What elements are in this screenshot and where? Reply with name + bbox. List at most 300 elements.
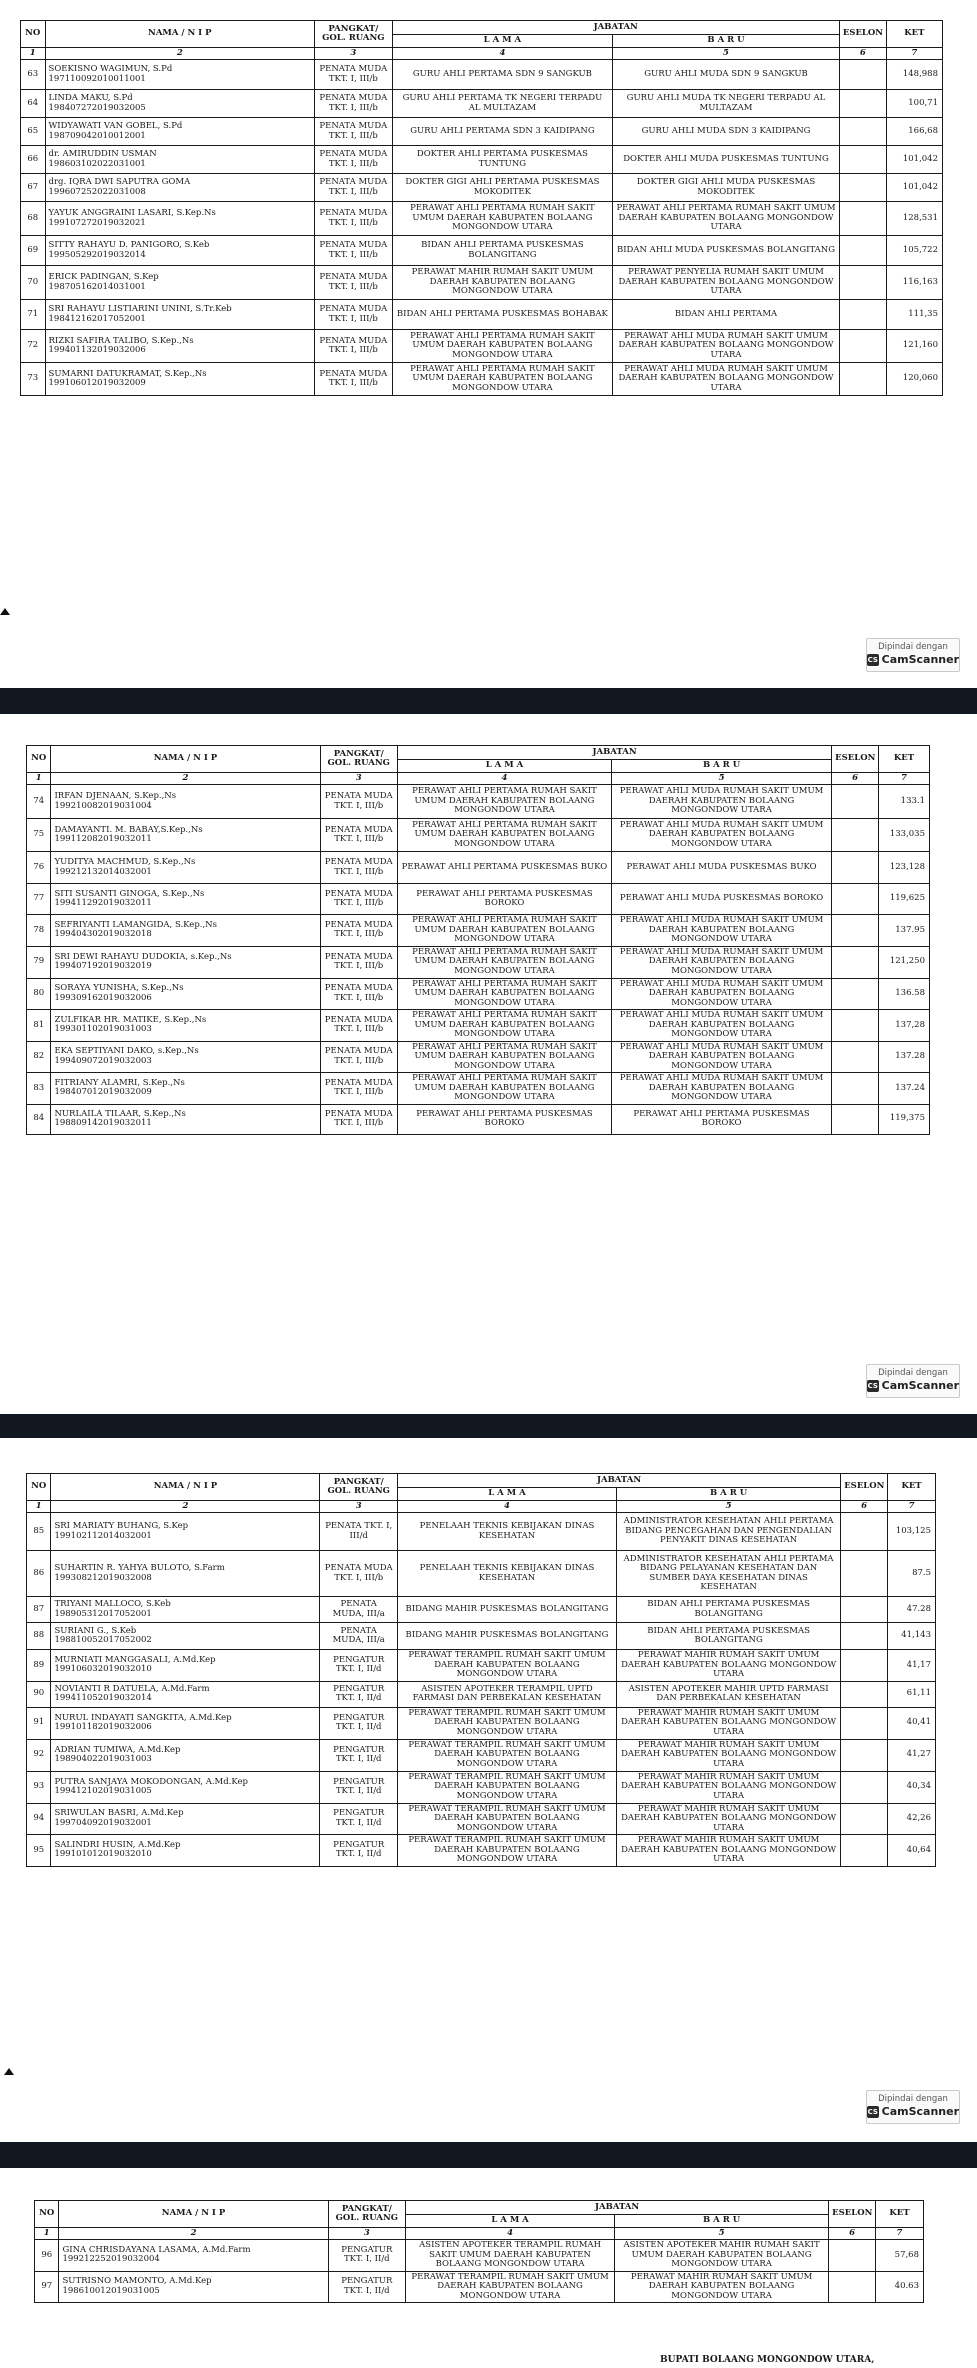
rank-cell: PENATA MUDA TKT. I, III/b	[320, 978, 397, 1010]
row-number: 85	[27, 1513, 51, 1551]
new-position-cell: PERAWAT MAHIR RUMAH SAKIT UMUM DAERAH KABUPATEN BOLAANG MONGONDOW UTARA	[617, 1707, 841, 1739]
ket-cell: 137.95	[879, 915, 930, 947]
employee-nip: 199106032019032010	[54, 1664, 152, 1675]
rank-cell: PENATA MUDA TKT. I, III/b	[315, 174, 393, 202]
table-row	[27, 884, 930, 915]
column-number: 5	[617, 1501, 841, 1513]
ket-cell: 42,26	[888, 1803, 936, 1835]
old-position-cell: PENELAAH TEKNIS KEBIJAKAN DINAS KESEHATAN	[397, 1513, 616, 1551]
column-number: 3	[320, 773, 397, 785]
employee-name: NURLAILA TILAAR, S.Kep.,Ns	[54, 1108, 186, 1119]
new-position-cell: PERAWAT AHLI MUDA RUMAH SAKIT UMUM DAERAH KABUPATEN BOLAANG MONGONDOW UTARA	[613, 330, 840, 363]
rank-cell: PENATA TKT. I, III/d	[320, 1513, 397, 1551]
camscanner-logo-icon: CS	[867, 1381, 878, 1390]
new-position-cell: ADMINISTRATOR KESEHATAN AHLI PERTAMA BIDANG PELAYANAN KESEHATAN DAN SUMBER DAYA KESEHATAN DINAS KESEHATAN	[617, 1551, 841, 1597]
column-number: 7	[888, 1501, 936, 1513]
page-separator	[0, 2142, 977, 2168]
eselon-cell	[829, 2240, 876, 2272]
eselon-cell	[841, 1803, 888, 1835]
staff-table-page-1	[20, 20, 943, 396]
rank-cell: PENATA MUDA TKT. I, III/b	[320, 852, 397, 884]
scan-mark	[0, 608, 10, 615]
eselon-cell	[832, 852, 879, 884]
employee-name: NURUL INDAYATI SANGKITA, A.Md.Kep	[54, 1712, 232, 1723]
row-number: 81	[27, 1010, 51, 1042]
ket-cell: 119,625	[879, 884, 930, 915]
employee-name: WIDYAWATI VAN GOBEL, S.Pd	[48, 121, 183, 131]
old-position-cell: PERAWAT TERAMPIL RUMAH SAKIT UMUM DAERAH KABUPATEN BOLAANG MONGONDOW UTARA	[397, 1707, 616, 1739]
header-pangkat: PANGKAT/ GOL. RUANG	[315, 21, 393, 48]
employee-name: SRI DEWI RAHAYU DUDOKIA, s.Kep.,Ns	[54, 951, 232, 962]
employee-name-cell	[51, 1073, 320, 1105]
employee-name-cell	[51, 1707, 320, 1739]
header-jabatan: JABATAN	[397, 1474, 840, 1488]
rank-cell: PENATA MUDA TKT. I, III/b	[320, 1041, 397, 1073]
employee-name: SURIANI G., S.Keb	[54, 1625, 137, 1636]
staff-table-page-4	[34, 2200, 924, 2303]
rank-cell: PENATA MUDA, III/a	[320, 1597, 397, 1623]
ket-cell: 133.1	[879, 785, 930, 819]
column-number: 7	[879, 773, 930, 785]
table-row	[27, 978, 930, 1010]
employee-name: SITTY RAHAYU D. PANIGORO, S.Keb	[48, 240, 210, 250]
table-row	[27, 946, 930, 978]
employee-name-cell	[45, 90, 315, 118]
employee-name-cell	[45, 60, 315, 90]
new-position-cell: PERAWAT MAHIR RUMAH SAKIT UMUM DAERAH KABUPATEN BOLAANG MONGONDOW UTARA	[617, 1739, 841, 1771]
row-number: 86	[27, 1551, 51, 1597]
column-number: 4	[397, 773, 611, 785]
row-number: 65	[21, 118, 46, 146]
old-position-cell: PERAWAT TERAMPIL RUMAH SAKIT UMUM DAERAH KABUPATEN BOLAANG MONGONDOW UTARA	[397, 1739, 616, 1771]
employee-nip: 199704092019032001	[54, 1817, 152, 1828]
old-position-cell: PERAWAT TERAMPIL RUMAH SAKIT UMUM DAERAH KABUPATEN BOLAANG MONGONDOW UTARA	[406, 2271, 615, 2303]
employee-name: SUTRISNO MAMONTO, A.Md.Kep	[62, 2276, 212, 2287]
employee-nip: 199212132014032001	[54, 866, 152, 877]
employee-name: ZULFIKAR HR. MATIKE, S.Kep.,Ns	[54, 1014, 207, 1025]
header-ket: KET	[876, 2201, 924, 2228]
camscanner-logo-icon: CS	[867, 2107, 878, 2116]
rank-cell: PENATA MUDA TKT. I, III/b	[320, 819, 397, 852]
new-position-cell: GURU AHLI MUDA SDN 3 KAIDIPANG	[613, 118, 840, 146]
employee-nip: 199407192019032019	[54, 961, 152, 971]
ket-cell: 111,35	[886, 300, 942, 330]
new-position-cell: ASISTEN APOTEKER MAHIR UPTD FARMASI DAN PERBEKALAN KESEHATAN	[617, 1681, 841, 1707]
row-number: 87	[27, 1597, 51, 1623]
employee-nip: 199106012019032009	[48, 378, 146, 388]
new-position-cell: PERAWAT AHLI MUDA RUMAH SAKIT UMUM DAERAH KABUPATEN BOLAANG MONGONDOW UTARA	[611, 785, 831, 819]
old-position-cell: PERAWAT AHLI PERTAMA RUMAH SAKIT UMUM DAERAH KABUPATEN BOLAANG MONGONDOW UTARA	[397, 915, 611, 947]
table-row	[21, 266, 943, 300]
header-baru: B A R U	[615, 2215, 829, 2228]
staff-table-page-2	[26, 745, 930, 1135]
ket-cell: 137,28	[879, 1010, 930, 1042]
ket-cell: 40,41	[888, 1707, 936, 1739]
employee-nip: 198705162014031001	[48, 281, 146, 292]
header-jabatan: JABATAN	[397, 746, 831, 760]
ket-cell: 41,143	[888, 1623, 936, 1650]
table-row	[27, 1771, 936, 1803]
ket-cell: 166,68	[886, 118, 942, 146]
employee-name: ERICK PADINGAN, S.Kep	[48, 272, 159, 282]
eselon-cell	[839, 363, 886, 396]
table-row	[27, 1835, 936, 1867]
new-position-cell: ADMINISTRATOR KESEHATAN AHLI PERTAMA BIDANG PENCEGAHAN DAN PENGENDALIAN PENYAKIT DINAS KESEHATAN	[617, 1513, 841, 1551]
table-row	[21, 363, 943, 396]
ket-cell: 137.28	[879, 1041, 930, 1073]
header-lama: L A M A	[397, 1488, 616, 1501]
row-number: 82	[27, 1041, 51, 1073]
ket-cell: 57,68	[876, 2240, 924, 2272]
employee-name: YUDITYA MACHMUD, S.Kep.,Ns	[54, 857, 196, 867]
new-position-cell: PERAWAT AHLI MUDA PUSKESMAS BUKO	[611, 852, 831, 884]
table-row	[21, 174, 943, 202]
header-pangkat: PANGKAT/ GOL. RUANG	[320, 746, 397, 773]
employee-name: drg. IQRA DWI SAPUTRA GOMA	[48, 177, 191, 187]
old-position-cell: PERAWAT AHLI PERTAMA RUMAH SAKIT UMUM DAERAH KABUPATEN BOLAANG MONGONDOW UTARA	[397, 946, 611, 978]
table-row	[21, 118, 943, 146]
table-row	[21, 90, 943, 118]
employee-name-cell	[51, 1771, 320, 1803]
row-number: 91	[27, 1707, 51, 1739]
header-lama: L A M A	[397, 760, 611, 773]
old-position-cell: PERAWAT AHLI PERTAMA RUMAH SAKIT UMUM DAERAH KABUPATEN BOLAANG MONGONDOW UTARA	[397, 1010, 611, 1042]
old-position-cell: PERAWAT MAHIR RUMAH SAKIT UMUM DAERAH KABUPATEN BOLAANG MONGONDOW UTARA	[392, 266, 613, 300]
column-number: 2	[45, 48, 315, 60]
eselon-cell	[839, 266, 886, 300]
column-number: 4	[406, 2228, 615, 2240]
header-ket: KET	[879, 746, 930, 773]
row-number: 66	[21, 146, 46, 174]
rank-cell: PENATA MUDA TKT. I, III/b	[320, 1551, 397, 1597]
row-number: 76	[27, 852, 51, 884]
eselon-cell	[841, 1771, 888, 1803]
page-separator	[0, 1414, 977, 1438]
rank-cell: PENATA MUDA TKT. I, III/b	[320, 1010, 397, 1042]
rank-cell: PENGATUR TKT. I, II/d	[320, 1650, 397, 1682]
column-number: 1	[21, 48, 46, 60]
new-position-cell: PERAWAT MAHIR RUMAH SAKIT UMUM DAERAH KABUPATEN BOLAANG MONGONDOW UTARA	[617, 1650, 841, 1682]
rank-cell: PENGATUR TKT. I, II/d	[320, 1803, 397, 1835]
row-number: 97	[35, 2271, 59, 2303]
header-eselon: ESELON	[832, 746, 879, 773]
rank-cell: PENATA MUDA TKT. I, III/b	[320, 1073, 397, 1105]
old-position-cell: DOKTER AHLI PERTAMA PUSKESMAS TUNTUNG	[392, 146, 613, 174]
ket-cell: 41,17	[888, 1650, 936, 1682]
old-position-cell: PERAWAT AHLI PERTAMA RUMAH SAKIT UMUM DAERAH KABUPATEN BOLAANG MONGONDOW UTARA	[397, 819, 611, 852]
column-number: 5	[615, 2228, 829, 2240]
eselon-cell	[832, 1041, 879, 1073]
new-position-cell: PERAWAT AHLI MUDA RUMAH SAKIT UMUM DAERAH KABUPATEN BOLAANG MONGONDOW UTARA	[611, 1073, 831, 1105]
ket-cell: 41,27	[888, 1739, 936, 1771]
ket-cell: 148,988	[886, 60, 942, 90]
new-position-cell: PERAWAT AHLI MUDA RUMAH SAKIT UMUM DAERAH KABUPATEN BOLAANG MONGONDOW UTARA	[611, 915, 831, 947]
new-position-cell: BIDAN AHLI PERTAMA	[613, 300, 840, 330]
table-row	[27, 1739, 936, 1771]
eselon-cell	[832, 915, 879, 947]
staff-table-page-3	[26, 1473, 936, 1867]
table-row	[21, 236, 943, 266]
old-position-cell: PERAWAT TERAMPIL RUMAH SAKIT UMUM DAERAH KABUPATEN BOLAANG MONGONDOW UTARA	[397, 1835, 616, 1867]
employee-name-cell	[51, 884, 320, 915]
rank-cell: PENATA MUDA TKT. I, III/b	[315, 146, 393, 174]
employee-nip: 198407012019032009	[54, 1087, 152, 1098]
employee-name-cell	[45, 202, 315, 236]
new-position-cell: PERAWAT MAHIR RUMAH SAKIT UMUM DAERAH KABUPATEN BOLAANG MONGONDOW UTARA	[617, 1835, 841, 1867]
table-row	[27, 1513, 936, 1551]
camscanner-logo-icon: CS	[867, 655, 878, 664]
employee-name: SUMARNI DATUKRAMAT, S.Kep.,Ns	[48, 368, 207, 379]
old-position-cell: BIDANG MAHIR PUSKESMAS BOLANGITANG	[397, 1597, 616, 1623]
eselon-cell	[839, 300, 886, 330]
new-position-cell: BIDAN AHLI PERTAMA PUSKESMAS BOLANGITANG	[617, 1623, 841, 1650]
eselon-cell	[841, 1650, 888, 1682]
rank-cell: PENATA MUDA TKT. I, III/b	[315, 118, 393, 146]
column-number: 5	[613, 48, 840, 60]
old-position-cell: PERAWAT AHLI PERTAMA PUSKESMAS BOROKO	[397, 1104, 611, 1134]
column-number: 6	[839, 48, 886, 60]
eselon-cell	[841, 1597, 888, 1623]
employee-nip: 199107272019032021	[48, 217, 146, 228]
employee-nip: 198412162017052001	[48, 313, 146, 324]
eselon-cell	[839, 60, 886, 90]
header-pangkat: PANGKAT/ GOL. RUANG	[320, 1474, 397, 1501]
old-position-cell: ASISTEN APOTEKER TERAMPIL UPTD FARMASI DAN PERBEKALAN KESEHATAN	[397, 1681, 616, 1707]
new-position-cell: ASISTEN APOTEKER MAHIR RUMAH SAKIT UMUM DAERAH KABUPATEN BOLAANG MONGONDOW UTARA	[615, 2240, 829, 2272]
column-number: 3	[315, 48, 393, 60]
new-position-cell: PERAWAT AHLI MUDA RUMAH SAKIT UMUM DAERAH KABUPATEN BOLAANG MONGONDOW UTARA	[611, 819, 831, 852]
column-number: 3	[328, 2228, 405, 2240]
employee-name-cell	[51, 1513, 320, 1551]
eselon-cell	[839, 330, 886, 363]
camscanner-stamp: Dipindai dengan CS CamScanner	[866, 2090, 960, 2124]
employee-name-cell	[51, 1104, 320, 1134]
row-number: 90	[27, 1681, 51, 1707]
old-position-cell: PERAWAT AHLI PERTAMA PUSKESMAS BUKO	[397, 852, 611, 884]
header-lama: L A M A	[392, 35, 613, 48]
scan-mark	[4, 2068, 14, 2075]
ket-cell: 105,722	[886, 236, 942, 266]
old-position-cell: PERAWAT AHLI PERTAMA RUMAH SAKIT UMUM DAERAH KABUPATEN BOLAANG MONGONDOW UTARA	[397, 785, 611, 819]
old-position-cell: DOKTER GIGI AHLI PERTAMA PUSKESMAS MOKODITEK	[392, 174, 613, 202]
header-baru: B A R U	[613, 35, 840, 48]
new-position-cell: PERAWAT AHLI MUDA PUSKESMAS BOROKO	[611, 884, 831, 915]
header-lama: L A M A	[406, 2215, 615, 2228]
column-number: 6	[829, 2228, 876, 2240]
eselon-cell	[832, 1073, 879, 1105]
column-number: 1	[35, 2228, 59, 2240]
table-row	[27, 819, 930, 852]
table-row	[27, 1041, 930, 1073]
header-nama: NAMA / N I P	[59, 2201, 328, 2228]
header-ket: KET	[888, 1474, 936, 1501]
header-no: NO	[27, 1474, 51, 1501]
row-number: 64	[21, 90, 46, 118]
old-position-cell: PERAWAT AHLI PERTAMA RUMAH SAKIT UMUM DAERAH KABUPATEN BOLAANG MONGONDOW UTARA	[397, 1041, 611, 1073]
eselon-cell	[829, 2271, 876, 2303]
eselon-cell	[832, 819, 879, 852]
row-number: 75	[27, 819, 51, 852]
new-position-cell: PERAWAT AHLI MUDA RUMAH SAKIT UMUM DAERAH KABUPATEN BOLAANG MONGONDOW UTARA	[611, 946, 831, 978]
eselon-cell	[841, 1707, 888, 1739]
old-position-cell: PERAWAT AHLI PERTAMA RUMAH SAKIT UMUM DAERAH KABUPATEN BOLAANG MONGONDOW UTARA	[392, 202, 613, 236]
column-number: 5	[611, 773, 831, 785]
eselon-cell	[841, 1739, 888, 1771]
employee-nip: 199505292019032014	[48, 249, 146, 260]
row-number: 96	[35, 2240, 59, 2272]
rank-cell: PENATA MUDA, III/a	[320, 1623, 397, 1650]
employee-nip: 199309162019032006	[54, 992, 152, 1003]
row-number: 74	[27, 785, 51, 819]
old-position-cell: BIDAN AHLI PERTAMA PUSKESMAS BOLANGITANG	[392, 236, 613, 266]
old-position-cell: GURU AHLI PERTAMA SDN 9 SANGKUB	[392, 60, 613, 90]
header-nama: NAMA / N I P	[45, 21, 315, 48]
table-row	[27, 1681, 936, 1707]
employee-name-cell	[51, 852, 320, 884]
new-position-cell: PERAWAT AHLI MUDA RUMAH SAKIT UMUM DAERAH KABUPATEN BOLAANG MONGONDOW UTARA	[611, 1041, 831, 1073]
row-number: 79	[27, 946, 51, 978]
eselon-cell	[832, 1104, 879, 1134]
table-row	[21, 146, 943, 174]
ket-cell: 128,531	[886, 202, 942, 236]
row-number: 71	[21, 300, 46, 330]
employee-name: SRI MARIATY BUHANG, S.Kep	[54, 1521, 189, 1531]
column-number: 1	[27, 1501, 51, 1513]
rank-cell: PENGATUR TKT. I, II/d	[320, 1681, 397, 1707]
new-position-cell: PERAWAT AHLI MUDA RUMAH SAKIT UMUM DAERAH KABUPATEN BOLAANG MONGONDOW UTARA	[613, 363, 840, 396]
table-row	[21, 330, 943, 363]
table-row	[27, 1707, 936, 1739]
employee-name-cell	[45, 174, 315, 202]
employee-nip: 199404302019032018	[54, 929, 152, 940]
employee-nip: 198610012019031005	[62, 2285, 160, 2296]
column-number: 2	[51, 773, 320, 785]
employee-nip: 197110092010011001	[48, 73, 146, 84]
employee-name-cell	[51, 1041, 320, 1073]
column-number: 4	[397, 1501, 616, 1513]
employee-nip: 198905312017052001	[54, 1608, 152, 1619]
row-number: 92	[27, 1739, 51, 1771]
ket-cell: 120,060	[886, 363, 942, 396]
column-number: 2	[59, 2228, 328, 2240]
new-position-cell: PERAWAT MAHIR RUMAH SAKIT UMUM DAERAH KABUPATEN BOLAANG MONGONDOW UTARA	[617, 1803, 841, 1835]
rank-cell: PENATA MUDA TKT. I, III/b	[320, 785, 397, 819]
header-baru: B A R U	[611, 760, 831, 773]
employee-name-cell	[45, 266, 315, 300]
new-position-cell: PERAWAT PENYELIA RUMAH SAKIT UMUM DAERAH KABUPATEN BOLAANG MONGONDOW UTARA	[613, 266, 840, 300]
old-position-cell: PERAWAT AHLI PERTAMA RUMAH SAKIT UMUM DAERAH KABUPATEN BOLAANG MONGONDOW UTARA	[397, 1073, 611, 1105]
rank-cell: PENATA MUDA TKT. I, III/b	[320, 884, 397, 915]
employee-name-cell	[45, 300, 315, 330]
employee-name: DAMAYANTI. M. BABAY,S.Kep.,Ns	[54, 824, 203, 835]
ket-cell: 100,71	[886, 90, 942, 118]
employee-nip: 199101182019032006	[54, 1722, 152, 1732]
eselon-cell	[832, 978, 879, 1010]
rank-cell: PENGATUR TKT. I, II/d	[328, 2240, 405, 2272]
table-row	[21, 60, 943, 90]
old-position-cell: GURU AHLI PERTAMA SDN 3 KAIDIPANG	[392, 118, 613, 146]
employee-name-cell	[45, 330, 315, 363]
eselon-cell	[832, 946, 879, 978]
row-number: 84	[27, 1104, 51, 1134]
new-position-cell: PERAWAT AHLI PERTAMA PUSKESMAS BOROKO	[611, 1104, 831, 1134]
old-position-cell: PERAWAT TERAMPIL RUMAH SAKIT UMUM DAERAH KABUPATEN BOLAANG MONGONDOW UTARA	[397, 1771, 616, 1803]
old-position-cell: PERAWAT AHLI PERTAMA PUSKESMAS BOROKO	[397, 884, 611, 915]
row-number: 95	[27, 1835, 51, 1867]
rank-cell: PENATA MUDA TKT. I, III/b	[320, 1104, 397, 1134]
eselon-cell	[839, 118, 886, 146]
employee-name-cell	[59, 2271, 328, 2303]
employee-name: PUTRA SANJAYA MOKODONGAN, A.Md.Kep	[54, 1776, 248, 1787]
old-position-cell: BIDANG MAHIR PUSKESMAS BOLANGITANG	[397, 1623, 616, 1650]
row-number: 77	[27, 884, 51, 915]
employee-name-cell	[45, 146, 315, 174]
employee-name-cell	[51, 1739, 320, 1771]
employee-name: SOEKISNO WAGIMUN, S.Pd	[48, 64, 173, 74]
employee-name-cell	[51, 1803, 320, 1835]
employee-nip: 198809142019032011	[54, 1118, 152, 1128]
employee-name-cell	[51, 1650, 320, 1682]
table-row	[27, 1073, 930, 1105]
ket-cell: 123,128	[879, 852, 930, 884]
ket-cell: 101,042	[886, 174, 942, 202]
table-row	[27, 785, 930, 819]
employee-nip: 199301102019031003	[54, 1024, 152, 1035]
table-row	[35, 2240, 924, 2272]
column-number: 7	[886, 48, 942, 60]
employee-name: NOVIANTI R DATUELA, A.Md.Farm	[54, 1683, 210, 1694]
new-position-cell: PERAWAT AHLI MUDA RUMAH SAKIT UMUM DAERAH KABUPATEN BOLAANG MONGONDOW UTARA	[611, 978, 831, 1010]
employee-name: LINDA MAKU, S.Pd	[48, 93, 133, 103]
header-no: NO	[21, 21, 46, 48]
new-position-cell: GURU AHLI MUDA SDN 9 SANGKUB	[613, 60, 840, 90]
rank-cell: PENGATUR TKT. I, II/d	[320, 1707, 397, 1739]
header-nama: NAMA / N I P	[51, 1474, 320, 1501]
new-position-cell: PERAWAT AHLI PERTAMA RUMAH SAKIT UMUM DAERAH KABUPATEN BOLAANG MONGONDOW UTARA	[613, 202, 840, 236]
ket-cell: 116,163	[886, 266, 942, 300]
ket-cell: 87.5	[888, 1551, 936, 1597]
row-number: 94	[27, 1803, 51, 1835]
header-pangkat: PANGKAT/ GOL. RUANG	[328, 2201, 405, 2228]
eselon-cell	[841, 1513, 888, 1551]
new-position-cell: DOKTER GIGI AHLI MUDA PUSKESMAS MOKODITEK	[613, 174, 840, 202]
old-position-cell: BIDAN AHLI PERTAMA PUSKESMAS BOHABAK	[392, 300, 613, 330]
rank-cell: PENATA MUDA TKT. I, III/b	[320, 915, 397, 947]
employee-name: IRFAN DJENAAN, S.Kep.,Ns	[54, 791, 177, 801]
header-eselon: ESELON	[829, 2201, 876, 2228]
employee-name-cell	[45, 118, 315, 146]
old-position-cell: PERAWAT TERAMPIL RUMAH SAKIT UMUM DAERAH KABUPATEN BOLAANG MONGONDOW UTARA	[397, 1803, 616, 1835]
employee-nip: 199409072019032003	[54, 1055, 152, 1066]
header-ket: KET	[886, 21, 942, 48]
employee-nip: 199607252022031008	[48, 186, 146, 197]
old-position-cell: GURU AHLI PERTAMA TK NEGERI TERPADU AL MULTAZAM	[392, 90, 613, 118]
employee-name-cell	[51, 785, 320, 819]
employee-nip: 199101012019032010	[54, 1849, 152, 1860]
table-row	[27, 1104, 930, 1134]
employee-name: RIZKI SAFIRA TALIBO, S.Kep.,Ns	[48, 335, 194, 346]
old-position-cell: PERAWAT AHLI PERTAMA RUMAH SAKIT UMUM DAERAH KABUPATEN BOLAANG MONGONDOW UTARA	[397, 978, 611, 1010]
employee-name-cell	[45, 363, 315, 396]
rank-cell: PENATA MUDA TKT. I, III/b	[315, 202, 393, 236]
eselon-cell	[839, 174, 886, 202]
employee-name-cell	[45, 236, 315, 266]
employee-name-cell	[51, 915, 320, 947]
rank-cell: PENATA MUDA TKT. I, III/b	[315, 330, 393, 363]
employee-name-cell	[51, 1681, 320, 1707]
employee-name: SUHARTIN R. YAHYA BULOTO, S.Farm	[54, 1563, 225, 1573]
employee-name: ADRIAN TUMIWA, A.Md.Kep	[54, 1744, 181, 1755]
